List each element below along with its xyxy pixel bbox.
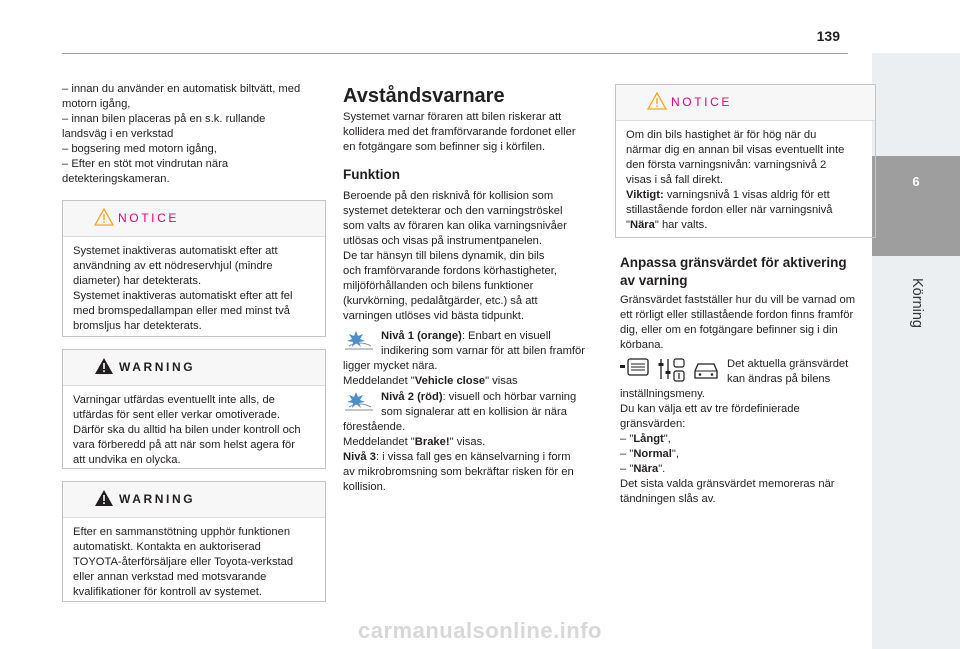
text-span: " <box>626 219 630 231</box>
notice-body <box>63 237 325 334</box>
warning-triangle-icon <box>647 92 667 110</box>
warning-box <box>62 481 326 602</box>
warning-line: automatiskt. Kontakta en auktoriserad <box>73 541 261 553</box>
text-line: förestående. <box>343 421 406 433</box>
chapter-sidebar <box>872 53 960 649</box>
level2-cont <box>343 420 605 495</box>
notice-body <box>616 121 875 233</box>
level1-label: Nivå 1 (orange) <box>381 330 462 342</box>
notice-line: Om din bils hastighet är för hög när du <box>626 129 817 141</box>
level3-label: Nivå 3 <box>343 451 376 463</box>
text-line: (kurvkörning, pedalåtgärder, etc.) så att <box>343 295 538 307</box>
text-line: kollision. <box>343 481 386 493</box>
option-name: Långt <box>633 433 664 445</box>
notice-line: den första varningsnivån: varningsnivå 2 <box>626 159 827 171</box>
warning-line: kvalifikationer för kontroll av systemet. <box>73 586 263 598</box>
list-line: motorn igång, <box>62 98 131 110</box>
collision-alert-icon <box>343 330 377 352</box>
text-line: gränsvärden: <box>620 418 686 430</box>
subsection-title <box>620 254 847 290</box>
text-line: och framförvarande fordons körhastigheter, <box>343 265 557 277</box>
text-line: : Enbart en visuell <box>461 330 551 342</box>
text-line: körbana. <box>620 339 664 351</box>
notice-line: användning av ett nödreservhjul (mindre <box>73 260 273 272</box>
warning-line: Därför ska du alltid ha bilen under kontroll och <box>73 424 301 436</box>
text-line: indikering som varnar för att bilen framför <box>381 345 585 357</box>
text-line: De tar hänsyn till bilens dynamik, din bils <box>343 250 545 262</box>
warning-triangle-icon <box>94 489 114 507</box>
text-line: som valts av föraren kan olika varningsnivåer <box>343 220 567 232</box>
notice-line: stillastående fordon eller när varningsnivå <box>626 204 833 216</box>
notice-header <box>63 201 325 237</box>
screen-menu-icon <box>620 357 650 379</box>
icon-caption <box>727 357 872 387</box>
notice-line: närmar dig en annan bil visas eventuellt inte <box>626 144 845 156</box>
option-item: – "Långt", <box>620 433 671 445</box>
warning-line: Varningar utfärdas eventuellt inte alls, de <box>73 394 275 406</box>
chapter-tab[interactable] <box>872 156 960 256</box>
option-item: – "Normal", <box>620 448 679 460</box>
text-span: Meddelandet " <box>343 375 415 387</box>
warning-label: WARNING <box>119 492 196 506</box>
function-text <box>343 189 603 324</box>
list-line: – innan bilen placeras på en s.k. rullande <box>62 113 266 125</box>
text-line: miljöförhållanden och bilens funktioner <box>343 280 534 292</box>
warning-label: WARNING <box>119 360 196 374</box>
notice-line: Systemet inaktiveras automatiskt efter att <box>73 245 278 257</box>
warning-line: eller annan verkstad med motsvarande <box>73 571 267 583</box>
warning-line: att undvika en olycka. <box>73 454 181 466</box>
collision-alert-icon <box>343 391 377 413</box>
level1-text <box>381 329 605 359</box>
text-span: : i vissa fall ges en känselvarning i form <box>375 451 571 463</box>
text-line: kollidera med det framförvarande fordonet eller <box>343 126 576 138</box>
list-line: detekteringskameran. <box>62 173 170 185</box>
title-line: Anpassa gränsvärdet för aktivering <box>620 255 847 270</box>
notice-line: diameter) har detekterats. <box>73 275 202 287</box>
option-item: – "Nära". <box>620 463 666 475</box>
notice-box <box>615 84 876 238</box>
watermark: carmanualsonline.info <box>358 618 602 643</box>
text-line: Det aktuella gränsvärdet <box>727 358 849 370</box>
text-line: som signalerar att en kollision är nära <box>381 406 567 418</box>
list-line: landsväg i en verkstad <box>62 128 174 140</box>
text-span: Meddelandet " <box>343 436 415 448</box>
text-line: Beroende på den risknivå för kollision som <box>343 190 554 202</box>
warning-triangle-icon <box>94 208 114 226</box>
list-line: – Efter en stöt mot vindrutan nära <box>62 158 229 170</box>
warning-header <box>63 482 325 518</box>
text-line: ett rörligt eller stillastående fordon finns framför <box>620 309 854 321</box>
text-span: " visas <box>485 375 518 387</box>
chapter-number: 6 <box>912 174 920 189</box>
text-span: " har valts. <box>654 219 708 231</box>
warning-body <box>63 518 325 600</box>
text-line: Systemet varnar föraren att bilen riskerar att <box>343 111 562 123</box>
level1-message: Vehicle close <box>414 375 486 387</box>
level1-cont <box>343 359 605 389</box>
text-span: " visas. <box>449 436 486 448</box>
text-line: varningen utlöses vid bästa tidpunkt. <box>343 310 524 322</box>
notice-line: bromsljus har detekterats. <box>73 320 202 332</box>
intro-text <box>343 110 603 155</box>
notice-label: NOTICE <box>671 95 732 109</box>
page-number: 139 <box>816 28 840 44</box>
text-line: Du kan välja ett av tre fördefinierade <box>620 403 800 415</box>
title-line: av varning <box>620 273 688 288</box>
threshold-text <box>620 293 870 353</box>
car-front-icon <box>693 360 719 382</box>
text-line: utlösas och visas på instrumentpanelen. <box>343 235 543 247</box>
level2-label: Nivå 2 (röd) <box>381 391 443 403</box>
warning-line: utfärdas för sent eller verkar omotiverade. <box>73 409 281 421</box>
notice-header <box>616 85 875 121</box>
text-span: : visuell och hörbar varning <box>442 391 577 403</box>
subsection-title: Funktion <box>343 167 400 182</box>
chapter-title: Körning <box>909 278 925 328</box>
text-line: dig, eller om en fotgängare befinner sig i din <box>620 324 838 336</box>
warning-line: TOYOTA-återförsäljare eller Toyota-verkstad <box>73 556 294 568</box>
option-name: Nära <box>629 219 655 231</box>
list-line: – innan du använder en automatisk biltvätt, med <box>62 83 301 95</box>
notice-box <box>62 200 326 337</box>
level2-text <box>381 390 605 420</box>
warning-triangle-icon <box>94 357 114 375</box>
notice-line: visas i så fall direkt. <box>626 174 723 186</box>
text-line: inställningsmeny. <box>620 388 705 400</box>
option-name: Normal <box>633 448 672 460</box>
text-line: tändningen slås av. <box>620 493 716 505</box>
text-line: Gränsvärdet fastställer hur du vill be varnad om <box>620 294 856 306</box>
list-line: – bogsering med motorn igång, <box>62 143 217 155</box>
bullet-list <box>62 82 327 187</box>
notice-label: NOTICE <box>118 211 179 225</box>
text-line: Det sista valda gränsvärdet memoreras när <box>620 478 835 490</box>
text-line: av mikrobromsning som bekräftar risken för en <box>343 466 574 478</box>
warning-header <box>63 350 325 386</box>
text-line: en fotgängare som befinner sig i körfilen. <box>343 141 546 153</box>
notice-line: Systemet inaktiveras automatiskt efter att fel <box>73 290 293 302</box>
text-line: kan ändras på bilens <box>727 373 831 385</box>
warning-line: vara förberedd på att när som helst agera för <box>73 439 296 451</box>
level2-message: Brake! <box>414 436 450 448</box>
text-span: varningsnivå 1 visas aldrig för ett <box>663 189 830 201</box>
text-line: systemet detekterar och den varningströskel <box>343 205 563 217</box>
warning-box <box>62 349 326 469</box>
text-line: ligger mycket nära. <box>343 360 438 372</box>
warning-body <box>63 386 325 468</box>
notice-line: med bromspedallampan eller med minst två <box>73 305 291 317</box>
option-name: Nära <box>633 463 659 475</box>
settings-sliders-icon <box>657 357 687 383</box>
header-rule <box>62 53 848 54</box>
important-label: Viktigt: <box>626 189 664 201</box>
warning-line: Efter en sammanstötning upphör funktionen <box>73 526 291 538</box>
threshold-options <box>620 387 872 507</box>
section-title: Avståndsvarnare <box>343 85 505 107</box>
